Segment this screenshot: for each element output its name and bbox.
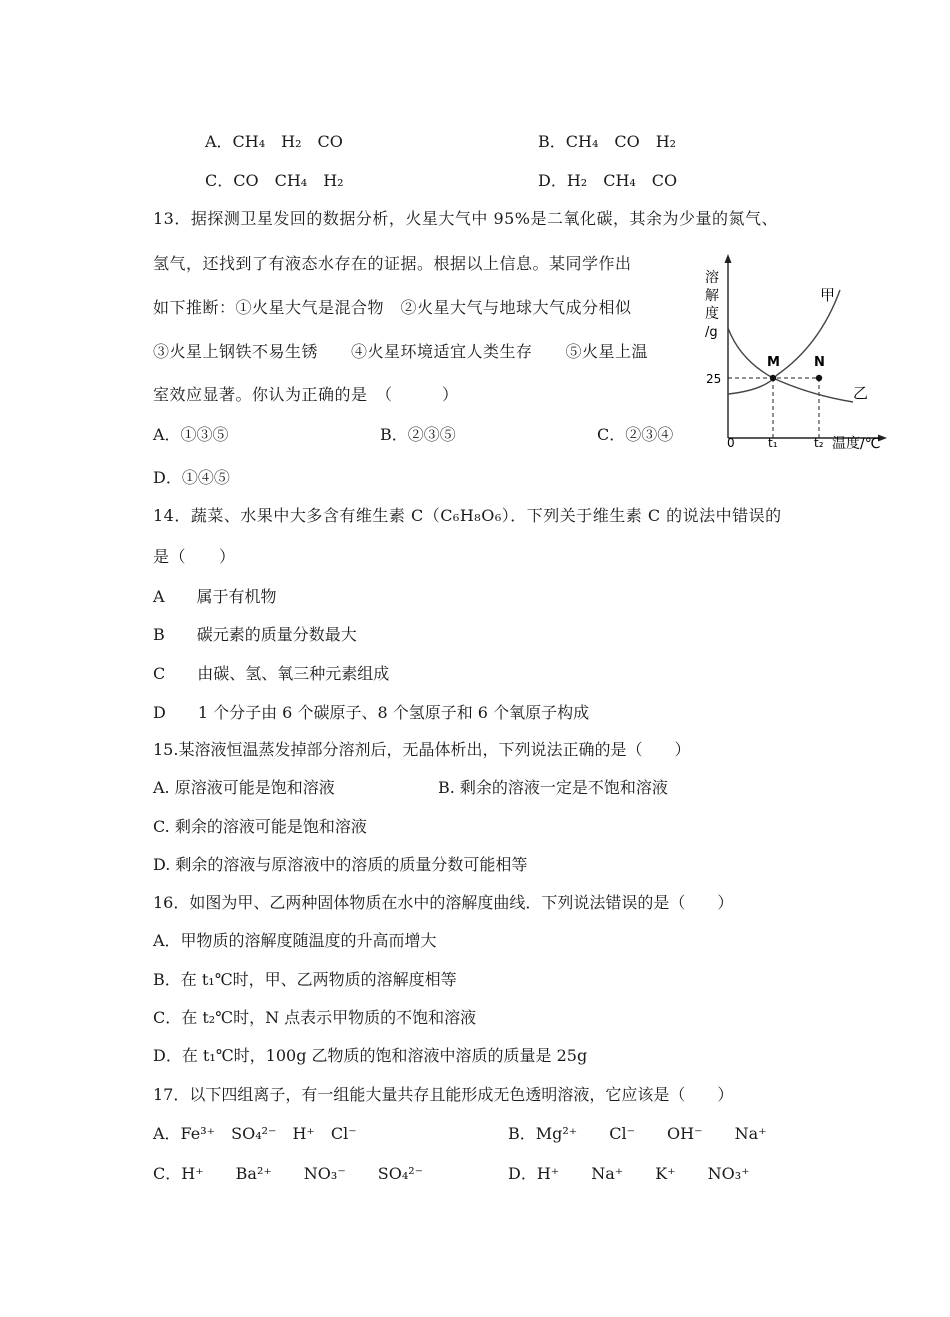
- q15-option-b: B. 剩余的溶液一定是不饱和溶液: [438, 778, 668, 797]
- q14-option-d: D 1 个分子由 6 个碳原子、8 个氢原子和 6 个氧原子构成: [153, 703, 590, 722]
- q16-option-c: C．在 t₂℃时，N 点表示甲物质的不饱和溶液: [153, 1008, 477, 1027]
- y-label-char-4: /g: [705, 325, 718, 340]
- q12-option-a: A．CH₄ H₂ CO: [205, 132, 343, 151]
- x-axis-label: 温度/℃: [832, 436, 881, 452]
- q17-option-c: C．H⁺ Ba²⁺ NO₃⁻ SO₄²⁻: [153, 1164, 424, 1183]
- q13-stem-line-3: 如下推断：①火星大气是混合物 ②火星大气与地球大气成分相似: [153, 298, 632, 317]
- q14-stem-line-1: 14．蔬菜、水果中大多含有维生素 C（C₆H₈O₆）．下列关于维生素 C 的说法中错误的: [153, 506, 782, 525]
- x-tick-t2: t₂: [814, 436, 824, 450]
- y-label-char-1: 溶: [705, 270, 719, 286]
- q17-option-b: B．Mg²⁺ Cl⁻ OH⁻ Na⁺: [508, 1124, 767, 1143]
- x-tick-t1: t₁: [768, 436, 778, 450]
- q15-option-d: D. 剩余的溶液与原溶液中的溶质的质量分数可能相等: [153, 855, 528, 874]
- label-jia: 甲: [820, 286, 836, 304]
- q13-option-d: D．①④⑤: [153, 468, 230, 487]
- x-tick-origin: 0: [727, 436, 735, 450]
- q14-option-b: B 碳元素的质量分数最大: [153, 625, 357, 644]
- q13-option-c: C．②③④: [597, 425, 674, 444]
- q15-option-a: A. 原溶液可能是饱和溶液: [153, 778, 335, 797]
- q16-option-a: A．甲物质的溶解度随温度的升高而增大: [153, 931, 437, 950]
- q12-option-b: B．CH₄ CO H₂: [538, 132, 677, 151]
- q13-option-b: B．②③⑤: [380, 425, 456, 444]
- solubility-chart: [695, 250, 895, 460]
- q13-option-a: A．①③⑤: [153, 425, 229, 444]
- point-n: [816, 375, 822, 381]
- q16-option-d: D．在 t₁℃时，100g 乙物质的饱和溶液中溶质的质量是 25g: [153, 1046, 588, 1065]
- label-m: M: [767, 355, 780, 370]
- y-label-char-3: 度: [705, 306, 719, 322]
- label-yi: 乙: [853, 384, 869, 402]
- q12-option-c: C．CO CH₄ H₂: [205, 171, 344, 190]
- q13-stem-line-2: 氢气，还找到了有液态水存在的证据。根据以上信息。某同学作出: [153, 254, 632, 273]
- q13-stem-line-4: ③火星上钢铁不易生锈 ④火星环境适宜人类生存 ⑤火星上温: [153, 342, 649, 361]
- q17-option-d: D．H⁺ Na⁺ K⁺ NO₃⁺: [508, 1164, 750, 1183]
- q14-option-c: C 由碳、氢、氧三种元素组成: [153, 664, 390, 683]
- q14-stem-line-2: 是（ ）: [153, 547, 236, 566]
- q16-option-b: B．在 t₁℃时，甲、乙两物质的溶解度相等: [153, 970, 457, 989]
- q15-stem: 15.某溶液恒温蒸发掉部分溶剂后，无晶体析出，下列说法正确的是（ ）: [153, 740, 691, 759]
- point-m: [770, 375, 776, 381]
- y-tick-25: 25: [706, 372, 722, 386]
- q15-option-c: C. 剩余的溶液可能是饱和溶液: [153, 817, 367, 836]
- q13-stem-line-5: 室效应显著。你认为正确的是 （ ）: [153, 385, 459, 404]
- label-n: N: [814, 355, 825, 370]
- q16-stem: 16．如图为甲、乙两种固体物质在水中的溶解度曲线．下列说法错误的是（ ）: [153, 893, 734, 912]
- y-label-char-2: 解: [705, 288, 719, 304]
- q13-stem-line-1: 13．据探测卫星发回的数据分析，火星大气中 95%是二氧化碳，其余为少量的氮气、: [153, 209, 779, 228]
- q14-option-a: A 属于有机物: [153, 587, 277, 606]
- q17-stem: 17．以下四组离子，有一组能大量共存且能形成无色透明溶液，它应该是（ ）: [153, 1085, 734, 1104]
- y-axis-arrow: [725, 254, 732, 263]
- q17-option-a: A．Fe³⁺ SO₄²⁻ H⁺ Cl⁻: [153, 1124, 357, 1143]
- q12-option-d: D．H₂ CH₄ CO: [538, 171, 678, 190]
